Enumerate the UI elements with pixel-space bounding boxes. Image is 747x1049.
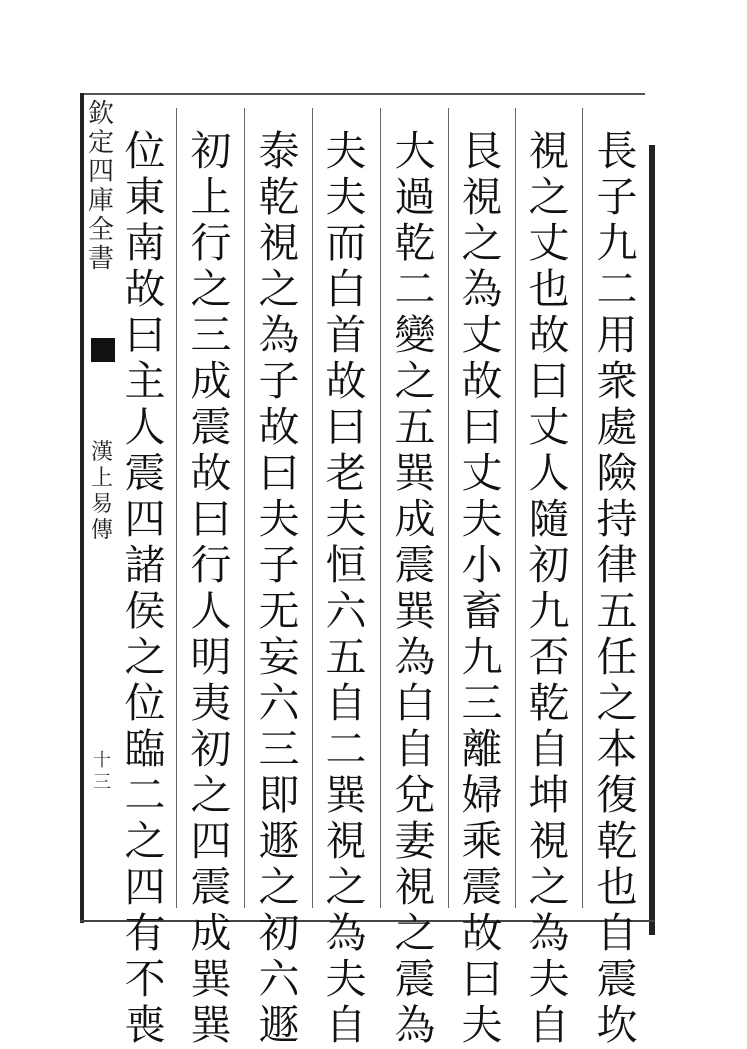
book-title: 漢上易傳 [90,440,113,543]
page-margin [87,100,117,920]
frame-left-border [80,93,84,923]
column-rule [176,108,177,908]
text-column-8: 位東南故曰主人震四諸侯之位臨二之四有不喪 [124,127,166,1049]
text-column-3: 艮視之為丈故曰丈夫小畜九三離婦乘震故曰夫 [461,127,503,1049]
column-rule [244,108,245,908]
text-column-5: 夫夫而白首故曰老夫恒六五自二巽視之為夫自 [325,127,367,1049]
text-column-1: 長子九二用衆處險持律五任之本復乾也自震坎 [596,127,638,1049]
frame-right-border [649,145,655,935]
column-rule [380,108,381,908]
column-rule [515,108,516,908]
collection-title: 欽定四庫全書 [87,99,114,274]
text-column-2: 視之丈也故曰丈人隨初九否乾自坤視之為夫自 [528,127,570,1049]
column-rule [312,108,313,908]
column-rule [448,108,449,908]
column-rule [582,108,583,908]
fish-tail-mark [91,338,115,362]
frame-top-border [80,93,645,95]
page-number: 十三 [93,750,111,793]
text-column-4: 大過乾二變之五巽成震巽為白自兌妻視之震為 [394,127,436,1049]
text-column-7: 初上行之三成震故曰行人明夷初之四震成巽巽 [190,127,232,1049]
text-column-6: 泰乾視之為子故曰夫子无妄六三即遯之初六遯 [258,127,300,1049]
